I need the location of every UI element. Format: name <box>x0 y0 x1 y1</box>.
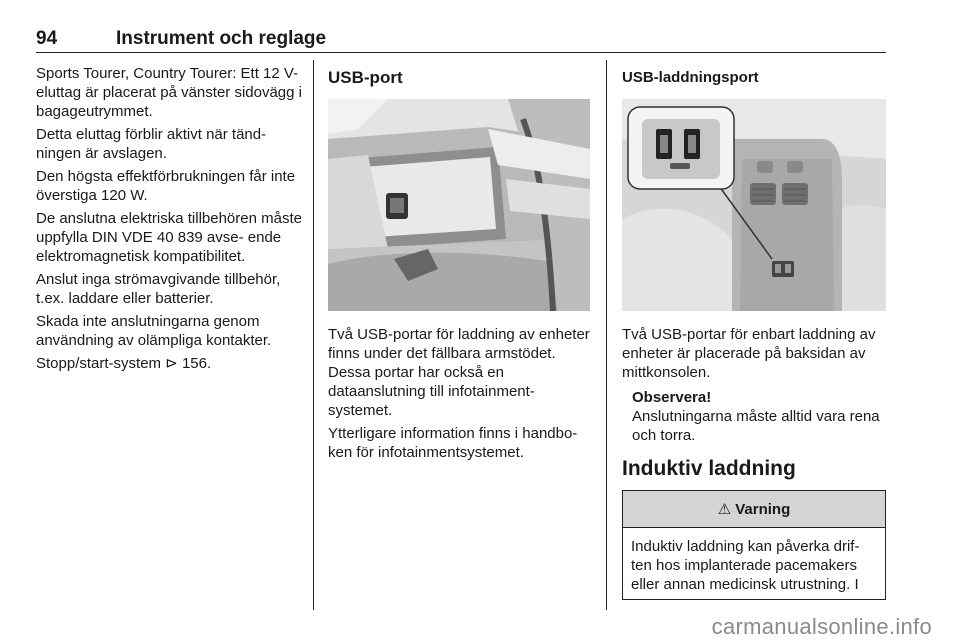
section-heading-usb-charging-port: USB-laddningsport <box>622 69 759 86</box>
warning-triangle-icon: ⚠ <box>717 500 732 518</box>
column-divider <box>313 60 314 610</box>
paragraph: Den högsta effektförbrukningen får inte överstiga 120 W. <box>36 168 296 204</box>
rear-console-usb-illustration <box>622 99 886 311</box>
warning-text: Induktiv laddning kan påverka drif- ten hos implanterade pacemakers eller annan medicinsk utrustning. I <box>631 538 860 593</box>
column-1 <box>36 64 304 377</box>
watermark: carmanualsonline.info <box>711 614 932 639</box>
page-header <box>36 26 886 53</box>
paragraph: De anslutna elektriska tillbehören måste uppfylla DIN VDE 40 839 avse- ende elektromagnetisk kompatibilitet. <box>36 210 302 265</box>
column-3 <box>622 68 888 600</box>
page-title: Instrument och reglage <box>116 28 327 49</box>
cross-reference[interactable] <box>36 354 304 373</box>
note-block <box>632 388 888 445</box>
paragraph: Skada inte anslutningarna genom användning av olämpliga kontakter. <box>36 313 272 349</box>
paragraph: Sports Tourer, Country Tourer: Ett 12 V-eluttag är placerat på vänster sidovägg i bagageutrymmet. <box>36 65 302 120</box>
section-heading-inductive-charging: Induktiv laddning <box>622 457 796 480</box>
column-divider <box>606 60 607 610</box>
page-number: 94 <box>36 28 58 49</box>
paragraph: Två USB-portar för enbart laddning av enheter är placerade på baksidan av mittkonsolen. <box>622 326 876 381</box>
paragraph: Ytterligare information finns i handbo- ken för infotainmentsystemet. <box>328 425 578 461</box>
note-text: Anslutningarna måste alltid vara rena och torra. <box>632 408 880 444</box>
paragraph: Anslut inga strömavgivande tillbehör, t.ex. laddare eller batterier. <box>36 271 281 307</box>
warning-box <box>622 490 886 600</box>
column-2 <box>328 68 590 466</box>
usb-armrest-illustration <box>328 99 590 311</box>
paragraph: Två USB-portar för laddning av enheter finns under det fällbara armstödet. Dessa portar har också en dataanslutning till infotainment- systemet. <box>328 326 590 419</box>
reference-arrow-icon: ⊳ <box>165 355 178 372</box>
warning-title: Varning <box>735 500 791 518</box>
reference-text: Stopp/start-system <box>36 355 162 372</box>
section-heading-usb-port: USB-port <box>328 68 403 87</box>
warning-header <box>623 491 885 528</box>
paragraph: Detta eluttag förblir aktivt när tänd- ningen är avslagen. <box>36 126 267 162</box>
note-title: Observera! <box>632 389 712 406</box>
reference-page: 156. <box>181 355 212 372</box>
